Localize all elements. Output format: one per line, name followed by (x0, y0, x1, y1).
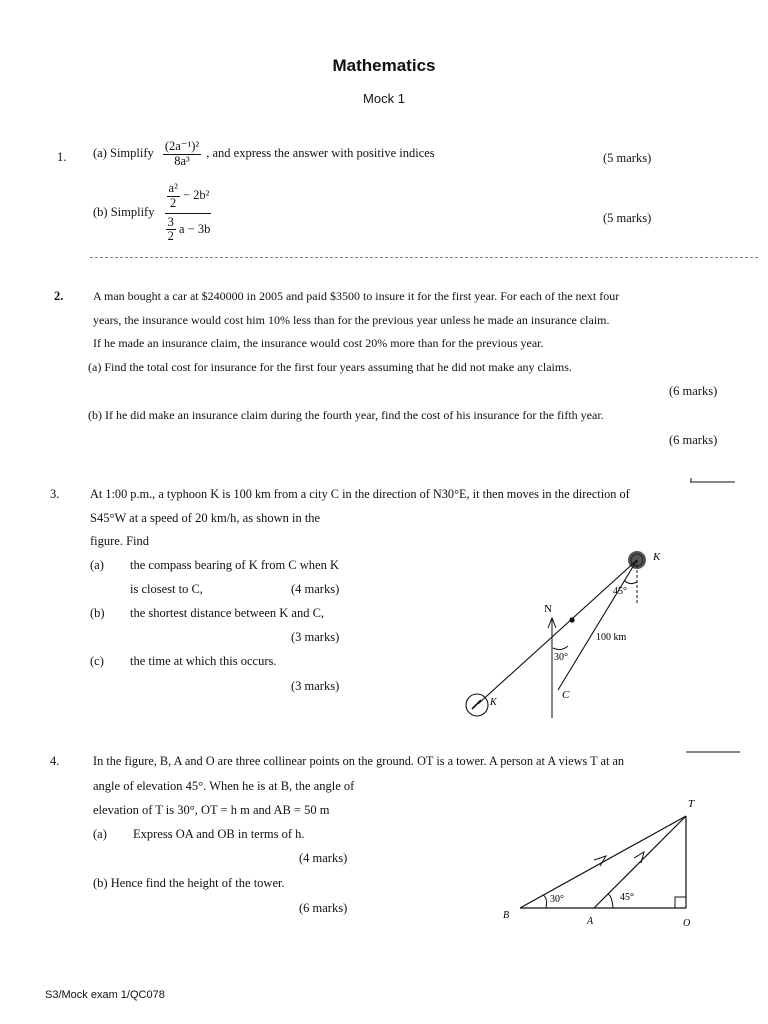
fig4-angle-a: 45° (620, 892, 634, 903)
q3-line3: figure. Find (90, 534, 150, 548)
fig3-angle-c: 30° (554, 652, 568, 663)
q4a-label: (a) (93, 827, 107, 841)
q3-line2: S45°W at a speed of 20 km/h, as shown in the (90, 511, 321, 525)
q4-number: 4. (50, 754, 60, 768)
footer-code: S3/Mock exam 1/QC078 (45, 989, 165, 1001)
fig3-distance: 100 km (596, 632, 627, 643)
q3a-label: (a) (90, 558, 104, 572)
fig4-angle-b: 30° (550, 894, 564, 905)
q1a-numerator: (2a⁻¹)² (164, 139, 200, 153)
q1a-marks: (5 marks) (603, 151, 652, 165)
q3c-text: the time at which this occurs. (130, 654, 277, 668)
line-bt (520, 816, 686, 908)
angle-arc-b (543, 895, 547, 908)
q4a-text: Express OA and OB in terms of h. (133, 827, 305, 841)
q1b-bot-rest: a − 3b (178, 221, 211, 236)
q2-line3: If he made an insurance claim, the insurance would cost 20% more than for the previous year. (93, 336, 544, 350)
q1b-marks: (5 marks) (603, 211, 652, 225)
q4a-marks: (4 marks) (299, 851, 348, 865)
right-angle-icon (675, 897, 686, 908)
q2b-marks: (6 marks) (669, 433, 718, 447)
q4b-text: (b) Hence find the height of the tower. (93, 876, 285, 890)
fig4-a-label: A (587, 916, 594, 927)
c-to-k-line (558, 560, 637, 690)
fig3-north: N (544, 603, 552, 615)
q2a-marks: (6 marks) (669, 384, 718, 398)
q1-number: 1. (57, 150, 67, 164)
q3-line1: At 1:00 p.m., a typhoon K is 100 km from a city C in the direction of N30°E, it then moves in the direction of (90, 487, 630, 501)
angle-arc-a (608, 894, 613, 908)
q1b-bot-frac-num: 3 (167, 214, 174, 229)
q4-line1: In the figure, B, A and O are three collinear points on the ground. OT is a tower. A person at A views T at an (93, 754, 625, 768)
q1b-top-frac-den: 2 (170, 195, 177, 210)
q2-number: 2. (54, 289, 64, 303)
q2-line1: A man bought a car at $240000 in 2005 and paid $3500 to insure it for the first year. For each of the next four (93, 289, 620, 303)
fig3-k-bottom: K (490, 697, 497, 708)
angle-arc-c (553, 646, 568, 650)
q1a-prefix: (a) Simplify (93, 146, 154, 161)
q3a-text1: the compass bearing of K from C when K (130, 558, 339, 572)
q4b-marks: (6 marks) (299, 901, 348, 915)
q1a-denominator: 8a³ (174, 153, 190, 168)
q3-number: 3. (50, 487, 60, 501)
fig3-c-label: C (562, 689, 570, 701)
q1b-bot-frac-den: 2 (167, 229, 174, 244)
q3a-text2: is closest to C, (130, 582, 203, 596)
angle-arc-k (624, 580, 637, 584)
q2a-text: (a) Find the total cost for insurance for the first four years assuming that he did not make any claims. (88, 360, 572, 374)
closest-point-dot (569, 617, 574, 622)
q2-line2: years, the insurance would cost him 10% less than for the previous year unless he made an insurance claim. (93, 313, 610, 327)
q3b-label: (b) (90, 606, 105, 620)
line-at (594, 816, 686, 908)
q1b-prefix: (b) Simplify (93, 204, 155, 219)
q1b-top-rest: − 2b² (182, 188, 210, 203)
q1a-suffix: , and express the answer with positive indices (206, 146, 435, 161)
fig4-t-label: T (688, 798, 695, 810)
typhoon-k-bottom-arrow-icon (472, 700, 481, 709)
q3b-marks: (3 marks) (291, 630, 340, 644)
fig3-angle-top: 45° (613, 586, 627, 597)
fig4-b-label: B (503, 910, 510, 921)
q4-line2: angle of elevation 45°. When he is at B, the angle of (93, 779, 355, 793)
q4-line3: elevation of T is 30°, OT = h m and AB = 50 m (93, 803, 330, 817)
q3a-marks: (4 marks) (291, 582, 340, 596)
q2b-text: (b) If he did make an insurance claim during the fourth year, find the cost of his insurance for the fifth year. (88, 408, 604, 422)
fig3-k-top: K (653, 551, 661, 563)
q1b-top-frac-num: a² (168, 181, 178, 195)
page-title: Mathematics (332, 56, 436, 75)
arrow-at-icon (634, 852, 644, 863)
q3c-label: (c) (90, 654, 104, 668)
fig4-o-label: O (683, 918, 691, 929)
q3b-text: the shortest distance between K and C, (130, 606, 325, 620)
q3c-marks: (3 marks) (291, 679, 340, 693)
page-subtitle: Mock 1 (363, 91, 405, 106)
